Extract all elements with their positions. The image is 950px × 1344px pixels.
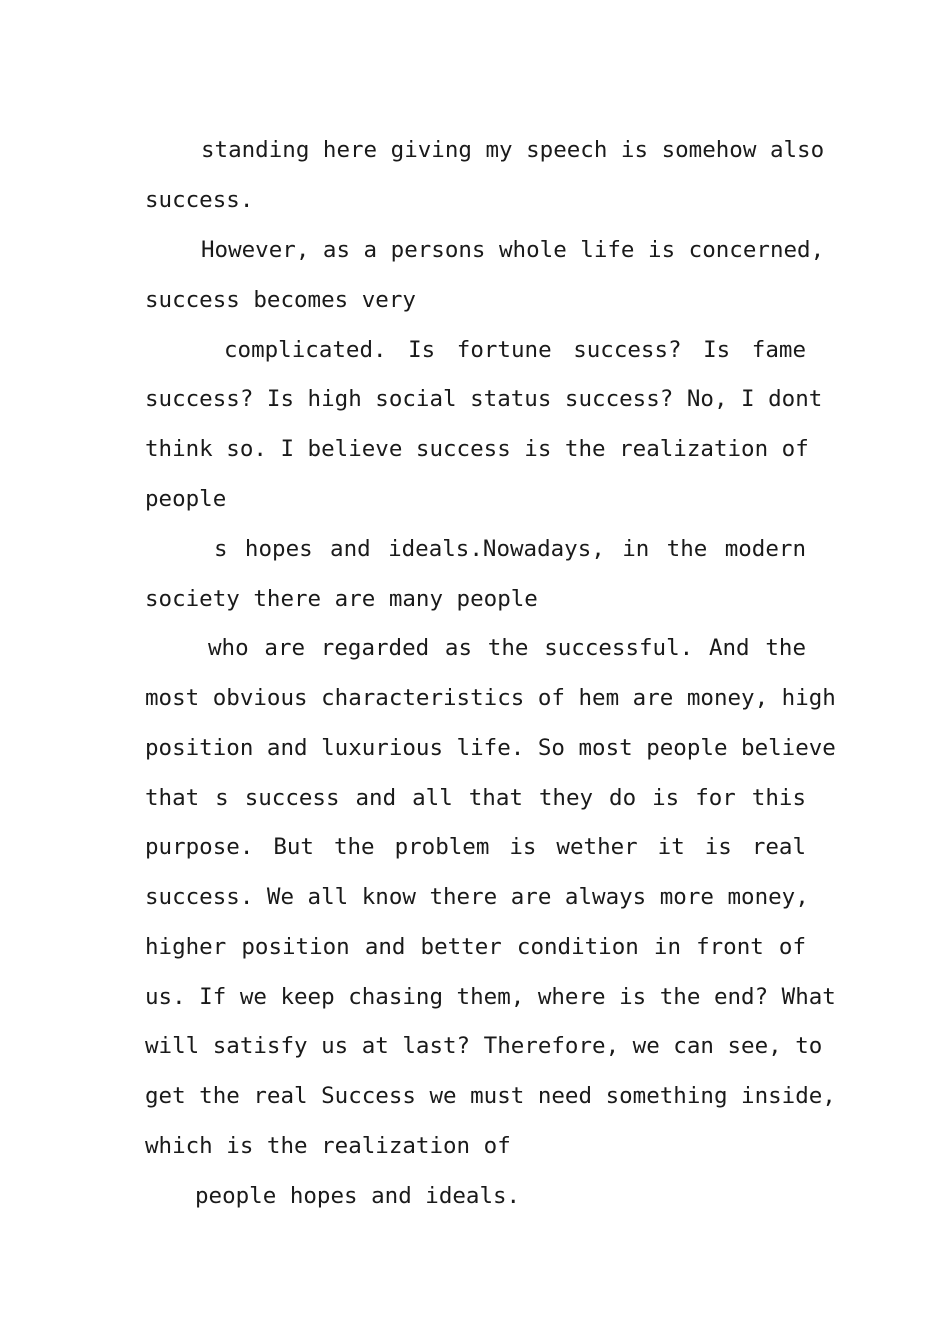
text-line: people hopes and ideals. [195, 1183, 521, 1209]
text-line: people [145, 486, 227, 512]
text-line: who are regarded as the successful. And the [208, 635, 806, 661]
text-line: society there are many people [145, 586, 538, 612]
text-line: success. [145, 187, 254, 213]
text-line: position and luxurious life. So most people believe [145, 735, 836, 761]
text-line: However, as a persons whole life is concerned, [201, 237, 825, 263]
text-line: get the real Success we must need something inside, [145, 1083, 836, 1109]
text-line: that s success and all that they do is for this [145, 785, 806, 811]
text-line: us. If we keep chasing them, where is the end? What [145, 984, 836, 1010]
text-line: higher position and better condition in front of [145, 934, 806, 960]
text-line: complicated. Is fortune success? Is fame [224, 337, 806, 363]
text-line: success? Is high social status success? No, I dont [145, 386, 823, 412]
text-line: will satisfy us at last? Therefore, we can see, to [145, 1033, 823, 1059]
text-line: think so. I believe success is the realization of [145, 436, 809, 462]
text-line: standing here giving my speech is somehow also [201, 137, 825, 163]
text-line: most obvious characteristics of hem are money, high [145, 685, 836, 711]
text-line: success. We all know there are always more money, [145, 884, 809, 910]
text-line: s hopes and ideals.Nowadays, in the modern [214, 536, 806, 562]
text-line: success becomes very [145, 287, 416, 313]
text-line: which is the realization of [145, 1133, 511, 1159]
text-line: purpose. But the problem is wether it is real [145, 834, 806, 860]
